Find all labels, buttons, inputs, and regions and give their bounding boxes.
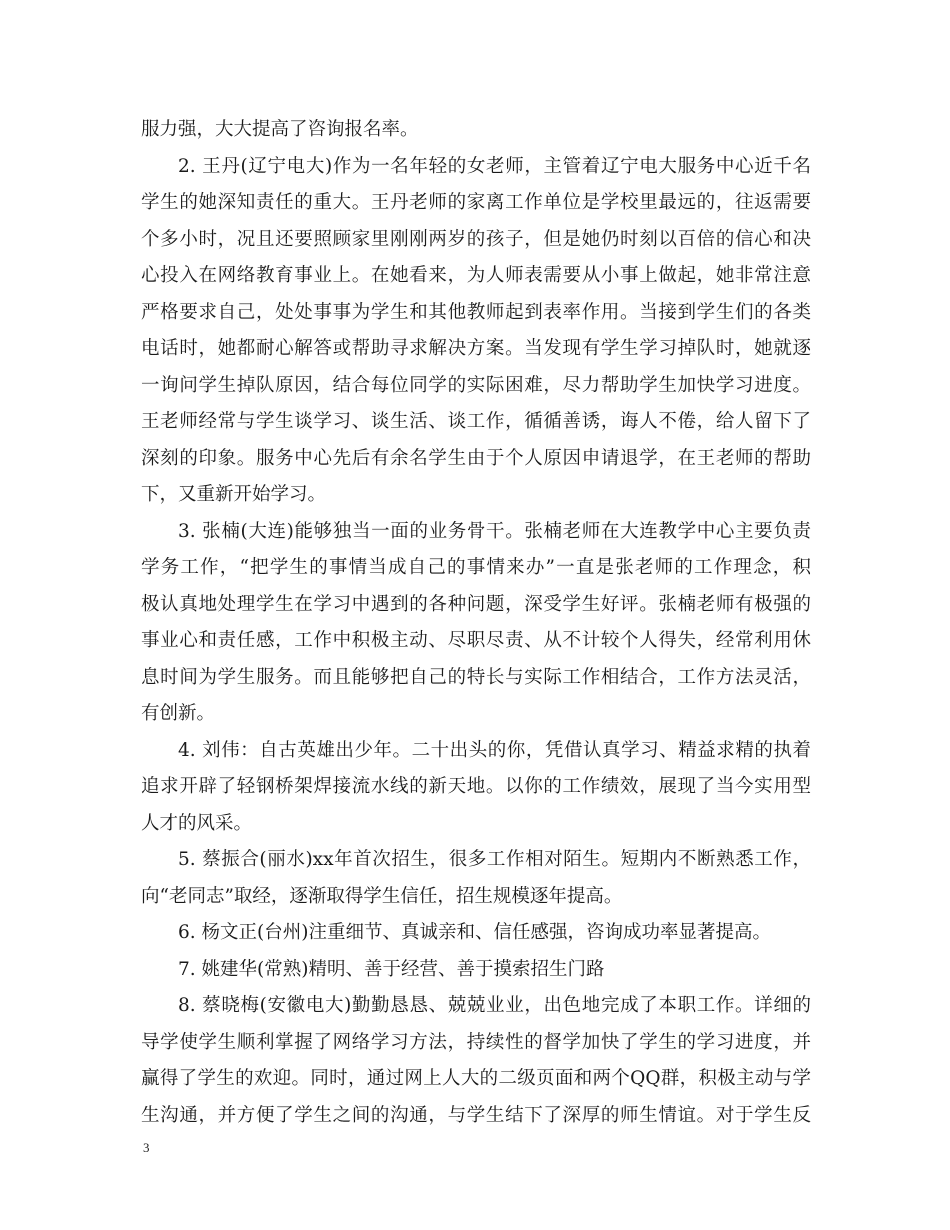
text-line: 有创新。 [141,703,216,724]
text-line: 一询问学生掉队原因，结合每位同学的实际困难，尽力帮助学生加快学习进度。 [141,374,811,396]
text-line: 服力强，大大提高了咨询报名率。 [141,119,419,140]
text-line: 下，又重新开始学习。 [141,484,327,505]
text-line: 追求开辟了轻钢桥架焊接流水线的新天地。以你的工作绩效，展现了当今实用型 [141,776,811,797]
document-body [141,112,811,1134]
text-line: 7. 姚建华(常熟)精明、善于经营、善于摸索招生门路 [178,958,605,980]
text-line: 王老师经常与学生谈学习、谈生活、谈工作，循循善诱，诲人不倦，给人留下了 [141,411,811,432]
text-line: 生沟通，并方便了学生之间的沟通，与学生结下了深厚的师生情谊。对于学生反 [141,1104,811,1126]
text-line: 人才的风采。 [141,812,253,834]
text-line: 个多小时，况且还要照顾家里刚刚两岁的孩子，但是她仍时刻以百倍的信心和决 [141,228,811,250]
text-line: 3. 张楠(大连)能够独当一面的业务骨干。张楠老师在大连教学中心主要负责 [178,520,811,542]
text-line: 极认真地处理学生在学习中遇到的各种问题，深受学生好评。张楠老师有极强的 [141,593,811,615]
text-line: 8. 蔡晓梅(安徽电大)勤勤恳恳、兢兢业业，出色地完成了本职工作。详细的 [178,995,811,1016]
text-line: 5. 蔡振合(丽水)xx年首次招生，很多工作相对陌生。短期内不断熟悉工作， [178,849,811,870]
text-line: 导学使学生顺利掌握了网络学习方法，持续性的督学加快了学生的学习进度，并 [141,1031,811,1053]
text-line: 严格要求自己，处处事事为学生和其他教师起到表率作用。当接到学生们的各类 [141,301,811,323]
text-line: 2. 王丹(辽宁电大)作为一名年轻的女老师，主管着辽宁电大服务中心近千名 [178,155,811,177]
text-line: 6. 杨文正(台州)注重细节、真诚亲和、信任感强，咨询成功率显著提高。 [178,922,771,943]
text-line: 事业心和责任感，工作中积极主动、尽职尽责、从不计较个人得失，经常利用休 [141,630,811,651]
page-number: 3 [143,1140,150,1155]
text-line: 心投入在网络教育事业上。在她看来，为人师表需要从小事上做起，她非常注意 [141,265,811,286]
text-line: 电话时，她都耐心解答或帮助寻求解决方案。当发现有学生学习掉队时，她就逐 [141,338,811,359]
text-line: 学生的她深知责任的重大。王丹老师的家离工作单位是学校里最远的，往返需要 [141,192,811,213]
text-line: 深刻的印象。服务中心先后有余名学生由于个人原因申请退学，在王老师的帮助 [141,447,811,469]
text-line: 息时间为学生服务。而且能够把自己的特长与实际工作相结合，工作方法灵活， [141,666,811,688]
text-line: 赢得了学生的欢迎。同时，通过网上人大的二级页面和两个QQ群，积极主动与学 [141,1068,811,1089]
text-line: 学务工作，“把学生的事情当成自己的事情来办”一直是张老师的工作理念，积 [141,557,811,578]
text-line: 向“老同志”取经，逐渐取得学生信任，招生规模逐年提高。 [141,885,623,907]
text-line: 4. 刘伟：自古英雄出少年。二十出头的你，凭借认真学习、精益求精的执着 [178,739,811,761]
